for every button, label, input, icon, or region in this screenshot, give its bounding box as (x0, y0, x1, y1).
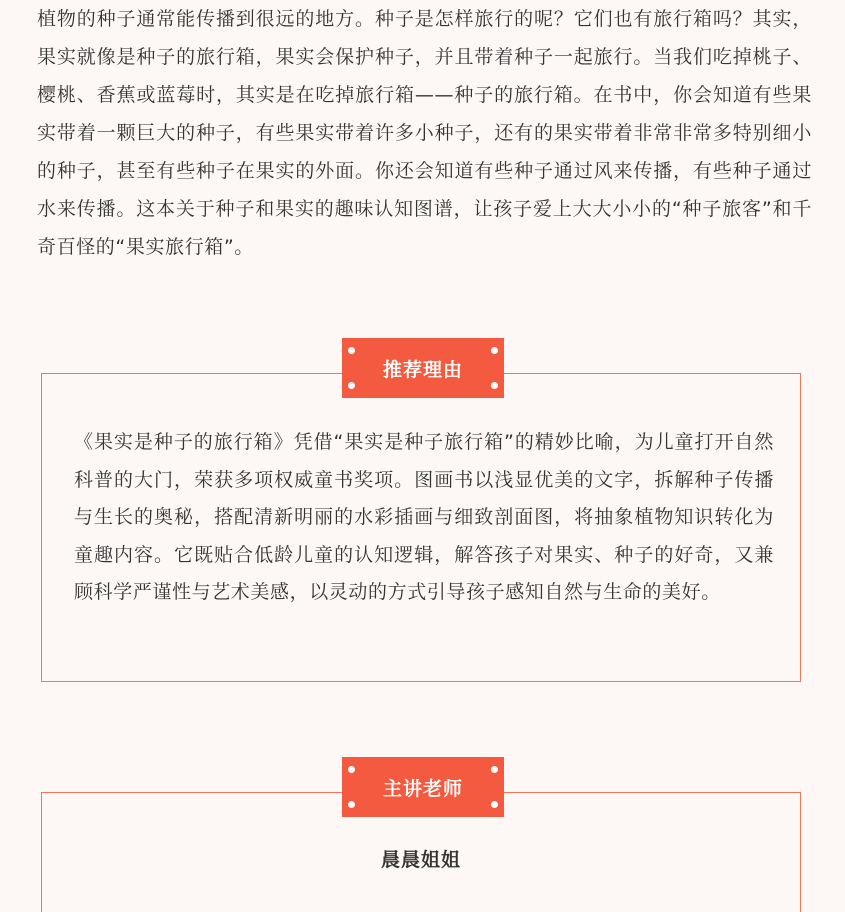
intro-paragraph: 植物的种子通常能传播到很远的地方。种子是怎样旅行的呢？它们也有旅行箱吗？其实，果实就像是种子的旅行箱，果实会保护种子，并且带着种子一起旅行。当我们吃掉桃子、樱桃、香蕉或蓝莓时，其实是在吃掉旅行箱——种子的旅行箱。在书中，你会知道有些果实带着一颗巨大的种子，有些果实带着许多小种子，还有的果实带着非常非常多特别细小的种子，甚至有些种子在果实的外面。你还会知道有些种子通过风来传播，有些种子通过水来传播。这本关于种子和果实的趣味认知图谱，让孩子爱上大大小小的“种子旅客”和千奇百怪的“果实旅行箱”。 (37, 8, 812, 258)
teacher-badge (342, 757, 504, 817)
teacher-section (41, 777, 801, 912)
badge-dot-decoration (348, 766, 355, 773)
teacher-badge-label: 主讲老师 (382, 777, 463, 800)
badge-dot-decoration (348, 382, 355, 389)
badge-dot-decoration (491, 347, 498, 354)
badge-dot-decoration (348, 801, 355, 808)
badge-dot-decoration (491, 382, 498, 389)
badge-dot-decoration (491, 766, 498, 773)
recommend-section (41, 358, 801, 682)
recommend-text: 《果实是种子的旅行箱》凭借“果实是种子旅行箱”的精妙比喻，为儿童打开自然科普的大门，荣获多项权威童书奖项。图画书以浅显优美的文字，拆解种子传播与生长的奥秘，搭配清新明丽的水彩插画与细致剖面图，将抽象植物知识转化为童趣内容。它既贴合低龄儿童的认知逻辑，解答孩子对果实、种子的好奇，又兼顾科学严谨性与艺术美感，以灵动的方式引导孩子感知自然与生命的美好。 (74, 431, 774, 603)
badge-dot-decoration (348, 347, 355, 354)
teacher-name: 晨晨姐姐 (380, 849, 461, 871)
recommend-badge (342, 338, 504, 398)
badge-dot-decoration (491, 801, 498, 808)
recommend-badge-label: 推荐理由 (382, 358, 463, 381)
